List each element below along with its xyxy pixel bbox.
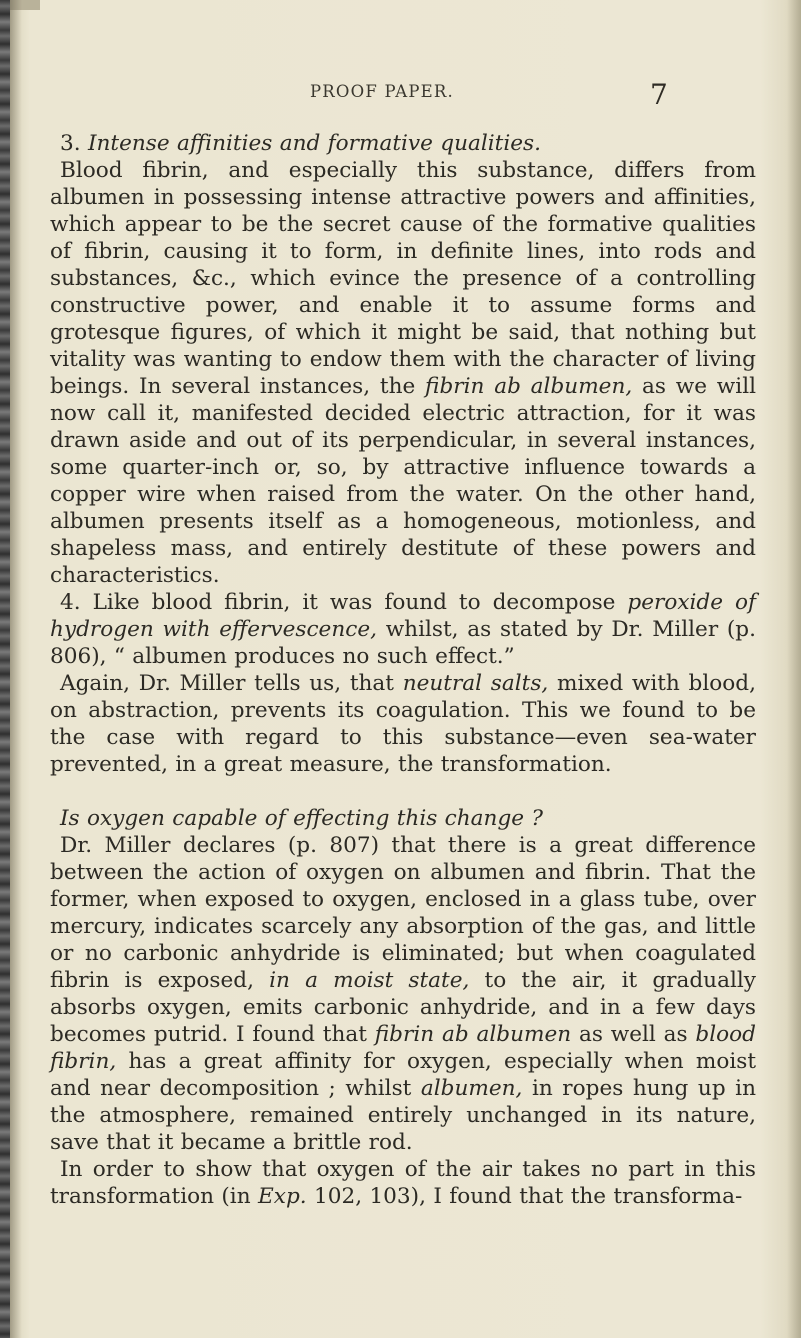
- text-run: Again, Dr. Miller tells us, that: [60, 671, 403, 696]
- gutter-shadow: [10, 0, 22, 1338]
- italic-text: Intense affinities and formative qualities.: [87, 131, 541, 156]
- italic-text: Is oxygen capable of effecting this change ?: [60, 806, 544, 831]
- paragraph: [50, 1156, 756, 1210]
- paragraph: [50, 157, 756, 589]
- running-head: PROOF PAPER.: [310, 82, 454, 101]
- section-heading: [50, 805, 756, 832]
- text-run: as well as: [571, 1022, 696, 1047]
- page-edge-shadow: [787, 0, 801, 1338]
- text-run: Blood fibrin, and especially this substance, differs from albumen in possessing intense attractive powers and affinities, which appear to be the secret cause of the formative qualities of fibrin, causing it to form, in definite lines, into rods and substances, &c., which evince the presence of a controlling constructive power, and enable it to assume forms and grotesque figures, of which it might be said, that nothing but vitality was wanting to endow them with the character of living beings. In several instances, the: [50, 158, 756, 399]
- text-run: as we will now call it, manifested decided electric attraction, for it was drawn aside and out of its perpendicular, in several instances, some quarter-inch or, so, by attractive influence towards a copper wire when raised from the water. On the other hand, albumen presents itself as a homogeneous, motionless, and shapeless mass, and entirely destitute of these powers and characteristics.: [50, 374, 757, 588]
- text-run: in ropes hung up in the atmosphere, remained entirely unchanged in its nature, save that it became a brittle rod.: [50, 1076, 756, 1155]
- paragraph: [50, 832, 756, 1156]
- italic-text: Exp.: [258, 1184, 307, 1209]
- text-run: In order to show that oxygen of the air takes no part in this transformation (in: [50, 1157, 756, 1209]
- text-run: Dr. Miller declares (p. 807) that there is a great difference between the action of oxygen on albumen and fibrin. That the former, when exposed to oxygen, enclosed in a glass tube, over mercury, indicates scarcely any absorption of the gas, and little or no carbonic anhydride is eliminated; but when coagulated fibrin is exposed,: [50, 833, 756, 993]
- paragraph: [50, 670, 756, 778]
- text-run: 4. Like blood fibrin, it was found to decompose: [60, 590, 628, 615]
- italic-text: peroxide of hydrogen with effervescence,: [50, 590, 756, 642]
- italic-text: neutral salts,: [402, 671, 549, 696]
- text-run: mixed with blood, on abstraction, prevents its coagulation. This we found to be the case with regard to this substance—even sea-water prevented, in a great measure, the transformation.: [50, 671, 756, 777]
- body-text: [50, 130, 756, 1210]
- page-number: 7: [650, 78, 668, 111]
- italic-text: in a moist state,: [269, 968, 470, 993]
- binding-edge: [0, 0, 10, 1338]
- text-run: to the air, it gradually absorbs oxygen, emits carbonic anhydride, and in a few days becomes putrid. I found that: [50, 968, 756, 1047]
- italic-text: albumen,: [420, 1076, 523, 1101]
- text-run: has a great affinity for oxygen, especially when moist and near decomposition ; whilst: [50, 1049, 756, 1101]
- section-heading: [50, 130, 756, 157]
- paragraph: [50, 589, 756, 670]
- text-run: 3.: [60, 131, 88, 156]
- italic-text: fibrin ab albumen: [374, 1022, 572, 1047]
- text-run: 102, 103), I found that the transforma-: [306, 1184, 743, 1209]
- text-run: whilst, as stated by Dr. Miller (p. 806), “ albumen produces no such effect.”: [50, 617, 756, 669]
- italic-text: fibrin ab albumen,: [425, 374, 633, 399]
- italic-text: blood fibrin,: [50, 1022, 756, 1074]
